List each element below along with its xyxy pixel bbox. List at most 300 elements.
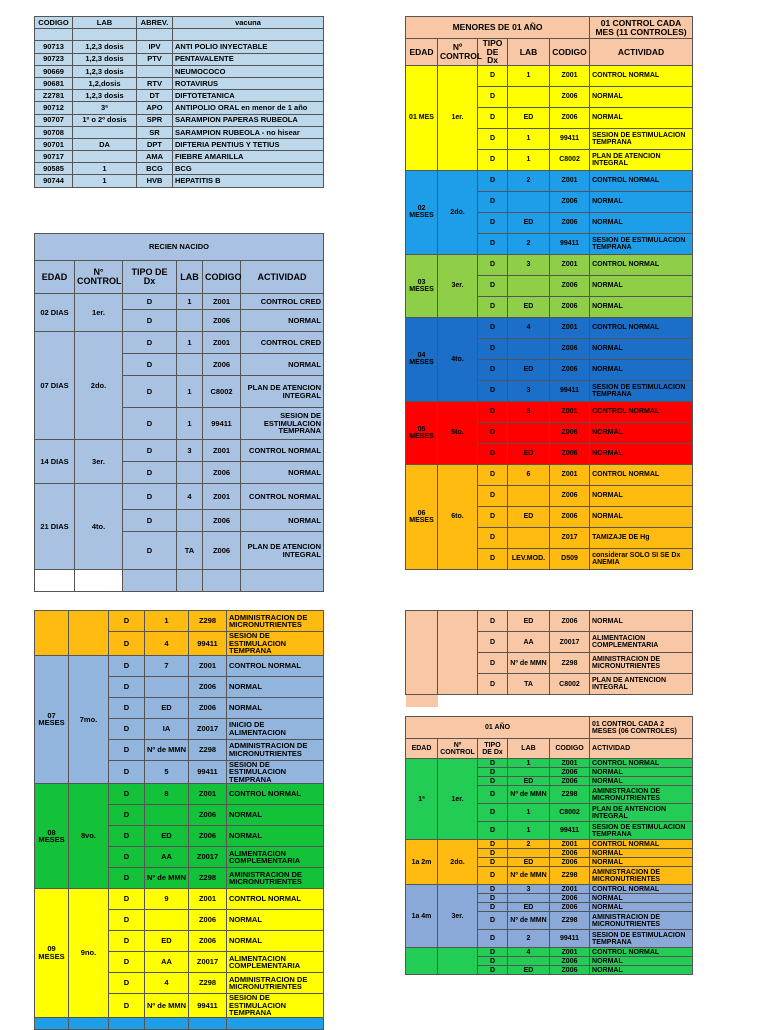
table-cell: D <box>478 957 508 966</box>
table-subtitle: 01 CONTROL CADA MES (11 CONTROLES) <box>590 17 693 39</box>
table-cell <box>69 1017 109 1029</box>
table-cell: 1 <box>508 822 550 840</box>
table-cell <box>109 1017 145 1029</box>
age-cell: 1a 4m <box>406 885 438 948</box>
table-cell: C8002 <box>550 674 590 695</box>
table-cell: 1 <box>508 65 550 86</box>
table-row <box>35 294 324 310</box>
age-cell: 02 DIAS <box>35 294 75 332</box>
table-cell: 99411 <box>550 233 590 254</box>
table-cell: 3 <box>177 440 203 462</box>
table-cell: 90708 <box>35 126 73 138</box>
control-cell: 3er. <box>438 885 478 948</box>
table-cell: 7 <box>145 655 189 676</box>
table-cell: NORMAL <box>227 805 324 826</box>
table-cell: 3 <box>508 380 550 401</box>
table-cell: D <box>109 889 145 910</box>
table-cell <box>35 29 73 41</box>
table-cell: Z0017 <box>189 718 227 739</box>
table-cell: ANTIPOLIO ORAL en menor de 1 año <box>173 102 324 114</box>
table-row <box>406 317 693 338</box>
table-cell: D <box>123 532 177 570</box>
table-cell: Z006 <box>203 310 241 332</box>
age-cell: 07 DIAS <box>35 332 75 440</box>
table-cell: AMINISTRACION DE MICRONUTRIENTES <box>590 912 693 930</box>
table-cell: BCG <box>137 163 173 175</box>
table-cell: PENTAVALENTE <box>173 53 324 65</box>
table-cell: 4 <box>145 973 189 994</box>
table-cell: D <box>109 718 145 739</box>
table-cell: 90744 <box>35 175 73 187</box>
table-cell: D <box>478 768 508 777</box>
table-row <box>406 39 693 66</box>
table-cell: NORMAL <box>590 443 693 464</box>
table-cell: ED <box>508 443 550 464</box>
table-cell: CONTROL NORMAL <box>227 655 324 676</box>
column-header: CODIGO <box>35 17 73 29</box>
table-cell: ED <box>508 359 550 380</box>
table-cell: NORMAL <box>590 191 693 212</box>
table-row <box>406 759 693 768</box>
table-cell: CONTROL NORMAL <box>590 254 693 275</box>
control-cell: 7mo. <box>69 655 109 784</box>
table-row <box>35 53 324 65</box>
table-cell: Nº de MMN <box>508 912 550 930</box>
table-cell: C8002 <box>203 376 241 408</box>
table-cell: ED <box>508 611 550 632</box>
table-cell <box>145 805 189 826</box>
table-cell: Z006 <box>550 86 590 107</box>
table-cell: 90701 <box>35 138 73 150</box>
table-cell: CONTROL NORMAL <box>590 759 693 768</box>
table-cell: Z001 <box>189 655 227 676</box>
table-cell: CONTROL NORMAL <box>590 401 693 422</box>
table-cell: TA <box>508 674 550 695</box>
table-cell: 4 <box>508 317 550 338</box>
table-cell: NORMAL <box>241 354 324 376</box>
table-cell: D <box>478 674 508 695</box>
table-cell: 90712 <box>35 102 73 114</box>
table-cell: Z001 <box>203 484 241 510</box>
table-cell: Z006 <box>550 768 590 777</box>
table-cell: PLAN DE ATENCION INTEGRAL <box>590 149 693 170</box>
table-cell: PLAN DE ANTENCION INTEGRAL <box>590 674 693 695</box>
table-cell: D <box>123 462 177 484</box>
table-cell: NORMAL <box>241 310 324 332</box>
column-header: ABREV. <box>137 17 173 29</box>
table-cell: SESION DE ESTIMULACION TEMPRANA <box>227 760 324 784</box>
table-cell: Z001 <box>550 65 590 86</box>
table-cell: Z006 <box>550 894 590 903</box>
table-cell: CONTROL NORMAL <box>590 65 693 86</box>
column-header: EDAD <box>406 739 438 759</box>
one-year-table <box>405 716 693 975</box>
table-cell <box>508 191 550 212</box>
table-cell: 9 <box>145 889 189 910</box>
table-cell: ADMINISTRACION DE MICRONUTRIENTES <box>227 973 324 994</box>
table-cell: D <box>478 786 508 804</box>
table-cell: D <box>478 548 508 569</box>
table-cell: Z001 <box>550 170 590 191</box>
table-cell: D <box>478 422 508 443</box>
table-cell: Z006 <box>203 510 241 532</box>
table-cell <box>35 1017 69 1029</box>
table-cell: 5 <box>145 760 189 784</box>
table-row <box>35 234 324 261</box>
table-cell: 2 <box>508 170 550 191</box>
table-cell: 1,2,3 dosis <box>73 90 137 102</box>
table-cell: Z006 <box>550 296 590 317</box>
table-cell: Z006 <box>189 910 227 931</box>
control-cell: 2do. <box>75 332 123 440</box>
table-row <box>35 126 324 138</box>
table-cell: ED <box>508 296 550 317</box>
table-row <box>35 41 324 53</box>
table-cell: ALIMENTACION COMPLEMENTARIA <box>227 847 324 868</box>
table-cell: APO <box>137 102 173 114</box>
table-cell <box>508 275 550 296</box>
table-cell: D <box>478 401 508 422</box>
table-cell: NORMAL <box>590 359 693 380</box>
table-cell: D <box>123 408 177 440</box>
table-cell: PLAN DE ATENCION INTEGRAL <box>241 376 324 408</box>
table-cell: Z001 <box>550 401 590 422</box>
table-cell <box>508 422 550 443</box>
table-cell: 1 <box>177 294 203 310</box>
months-table <box>34 610 324 1030</box>
table-cell: DIFTOTETANICA <box>173 90 324 102</box>
table-cell: D <box>478 212 508 233</box>
table-cell: NORMAL <box>590 296 693 317</box>
table-cell: D <box>109 973 145 994</box>
table-cell: D <box>109 676 145 697</box>
table-cell: IA <box>145 718 189 739</box>
control-cell: 3er. <box>75 440 123 484</box>
table-cell: D <box>109 868 145 889</box>
table-cell <box>438 695 478 707</box>
table-cell: Z017 <box>550 527 590 548</box>
table-cell <box>508 485 550 506</box>
table-row <box>35 17 324 29</box>
table-cell: 1 <box>145 611 189 632</box>
table-row <box>406 717 693 739</box>
table-row <box>35 570 324 592</box>
table-cell: NORMAL <box>590 506 693 527</box>
table-cell: Nº de MMN <box>145 994 189 1018</box>
control-cell: 1er. <box>438 65 478 170</box>
table-cell: AMINISTRACION DE MICRONUTRIENTES <box>227 868 324 889</box>
table-cell: ED <box>508 858 550 867</box>
table-cell: Z298 <box>189 611 227 632</box>
table-cell: Z006 <box>550 275 590 296</box>
table-cell: D <box>478 317 508 338</box>
column-header: CODIGO <box>550 39 590 66</box>
table-cell: Z001 <box>203 332 241 354</box>
table-cell: D <box>478 903 508 912</box>
table-cell: AMINISTRACION DE MICRONUTRIENTES <box>590 786 693 804</box>
table-cell: ED <box>508 107 550 128</box>
column-header: LAB <box>508 39 550 66</box>
table-cell: Nº de MMN <box>508 786 550 804</box>
age-cell: 01 MES <box>406 65 438 170</box>
table-cell: Nº de MMN <box>508 653 550 674</box>
table-row <box>35 90 324 102</box>
table-cell: D <box>478 840 508 849</box>
table-cell: TAMIZAJE DE Hg <box>590 527 693 548</box>
table-cell: NORMAL <box>590 903 693 912</box>
column-header: ACTIVIDAD <box>590 739 693 759</box>
table-cell: D <box>478 359 508 380</box>
table-cell: Z006 <box>189 931 227 952</box>
table-row <box>35 138 324 150</box>
column-header: Nº CONTROL <box>438 39 478 66</box>
table-cell <box>177 510 203 532</box>
table-cell: D <box>478 128 508 149</box>
table-cell: AMINISTRACION DE MICRONUTRIENTES <box>590 867 693 885</box>
table-cell: D <box>109 739 145 760</box>
table-cell: CONTROL NORMAL <box>590 464 693 485</box>
control-cell: 6to. <box>438 464 478 569</box>
table-cell <box>227 1017 324 1029</box>
table-cell: Z001 <box>189 889 227 910</box>
table-cell: 2 <box>508 233 550 254</box>
table-cell: 1 <box>177 332 203 354</box>
column-header: LAB <box>177 261 203 294</box>
table-cell: 3 <box>508 885 550 894</box>
table-cell: D <box>478 885 508 894</box>
table-title: MENORES DE 01 AÑO <box>406 17 590 39</box>
table-row <box>35 784 324 805</box>
table-row <box>35 175 324 187</box>
table-cell: 1 <box>508 128 550 149</box>
table-row <box>406 401 693 422</box>
table-cell <box>75 570 123 592</box>
continuation-table <box>405 610 693 707</box>
table-cell: D <box>478 948 508 957</box>
newborn-table <box>34 233 324 592</box>
table-cell: 99411 <box>203 408 241 440</box>
table-cell: SESION DE ESTIMULACION TEMPRANA <box>227 994 324 1018</box>
table-cell <box>177 462 203 484</box>
table-cell: NORMAL <box>590 957 693 966</box>
table-cell: D <box>123 294 177 310</box>
table-row <box>35 889 324 910</box>
table-cell: ED <box>508 777 550 786</box>
control-cell: 8vo. <box>69 784 109 889</box>
table-cell: SESION DE ESTIMULACION TEMPRANA <box>590 380 693 401</box>
table-cell: SESION DE ESTIMULACION TEMPRANA <box>241 408 324 440</box>
table-cell: D <box>478 296 508 317</box>
table-cell: Z006 <box>189 676 227 697</box>
table-cell: Z298 <box>550 653 590 674</box>
table-cell: D <box>109 931 145 952</box>
table-cell: D <box>478 894 508 903</box>
table-cell <box>508 957 550 966</box>
age-cell: 1a 2m <box>406 840 438 885</box>
table-cell: NEUMOCOCO <box>173 65 324 77</box>
control-cell: 1er. <box>75 294 123 332</box>
table-cell <box>438 611 478 695</box>
table-cell <box>189 1017 227 1029</box>
table-cell: Z006 <box>203 354 241 376</box>
table-cell: AMA <box>137 151 173 163</box>
table-cell: NORMAL <box>227 931 324 952</box>
table-cell: 1 <box>73 163 137 175</box>
column-header: CODIGO <box>203 261 241 294</box>
table-cell: D <box>478 191 508 212</box>
table-cell: NORMAL <box>227 910 324 931</box>
table-cell <box>145 1017 189 1029</box>
table-cell: NORMAL <box>590 485 693 506</box>
table-cell <box>35 611 69 656</box>
table-cell: NORMAL <box>227 697 324 718</box>
table-cell: CONTROL NORMAL <box>590 840 693 849</box>
table-row <box>35 151 324 163</box>
table-cell: D <box>478 849 508 858</box>
table-row <box>35 484 324 510</box>
table-cell: 1 <box>508 149 550 170</box>
table-cell: PLAN DE ATENCION INTEGRAL <box>241 532 324 570</box>
table-cell: Z0017 <box>189 952 227 973</box>
table-cell: 2 <box>508 930 550 948</box>
table-cell: D <box>109 805 145 826</box>
table-cell: DT <box>137 90 173 102</box>
table-cell: ED <box>508 903 550 912</box>
table-cell: 5 <box>508 401 550 422</box>
table-cell: 90669 <box>35 65 73 77</box>
column-header: TIPO DE Dx <box>478 739 508 759</box>
table-row <box>406 65 693 86</box>
table-cell: D <box>109 826 145 847</box>
table-cell: D <box>478 107 508 128</box>
table-cell: D <box>123 376 177 408</box>
table-cell: D <box>478 170 508 191</box>
table-cell: D <box>123 354 177 376</box>
table-cell: ALIMENTACION COMPLEMENTARIA <box>227 952 324 973</box>
table-cell: AA <box>145 952 189 973</box>
table-cell: 90723 <box>35 53 73 65</box>
table-cell: 90717 <box>35 151 73 163</box>
table-cell: 1 <box>177 408 203 440</box>
table-cell <box>550 695 590 707</box>
table-cell: Z001 <box>550 759 590 768</box>
table-cell: 4 <box>177 484 203 510</box>
column-header: vacuna <box>173 17 324 29</box>
table-cell: DPT <box>137 138 173 150</box>
table-row <box>406 170 693 191</box>
table-row <box>35 114 324 126</box>
table-cell: SESION DE ESTIMULACION TEMPRANA <box>590 822 693 840</box>
table-cell: NORMAL <box>590 275 693 296</box>
table-row <box>35 332 324 354</box>
table-cell: D <box>109 994 145 1018</box>
table-cell: ADMINISTRACION DE MICRONUTRIENTES <box>227 739 324 760</box>
table-cell <box>508 894 550 903</box>
age-cell <box>406 948 438 975</box>
table-cell: 4 <box>508 948 550 957</box>
table-cell <box>508 849 550 858</box>
age-cell: 1ª <box>406 759 438 840</box>
table-cell: NORMAL <box>590 212 693 233</box>
column-header: LAB <box>73 17 137 29</box>
table-cell: D <box>478 86 508 107</box>
table-cell: ANTI POLIO INYECTABLE <box>173 41 324 53</box>
table-cell: D <box>109 611 145 632</box>
table-cell <box>177 310 203 332</box>
age-cell: 03 MESES <box>406 254 438 317</box>
control-cell: 2do. <box>438 170 478 254</box>
table-cell <box>137 65 173 77</box>
table-cell: AA <box>145 847 189 868</box>
table-cell: Z006 <box>189 697 227 718</box>
table-cell: CONTROL NORMAL <box>590 948 693 957</box>
table-cell: CONTROL CRED <box>241 332 324 354</box>
table-cell <box>73 29 137 41</box>
table-cell: D <box>478 464 508 485</box>
table-cell: SR <box>137 126 173 138</box>
table-cell <box>508 338 550 359</box>
table-cell: 99411 <box>550 128 590 149</box>
table-cell: Z006 <box>203 462 241 484</box>
table-cell: CONTROL NORMAL <box>241 440 324 462</box>
table-cell: Z006 <box>550 338 590 359</box>
table-cell: D <box>478 611 508 632</box>
table-cell: D <box>478 858 508 867</box>
table-cell: D <box>478 804 508 822</box>
table-cell: SPR <box>137 114 173 126</box>
table-row <box>35 261 324 294</box>
table-cell: D <box>123 510 177 532</box>
table-cell <box>145 910 189 931</box>
table-title: 01 AÑO <box>406 717 590 739</box>
table-cell <box>137 29 173 41</box>
table-cell: ED <box>145 697 189 718</box>
table-row <box>35 440 324 462</box>
table-cell: ROTAVIRUS <box>173 77 324 89</box>
table-cell <box>508 695 550 707</box>
table-cell: CONTROL NORMAL <box>227 889 324 910</box>
table-cell <box>478 695 508 707</box>
table-cell: NORMAL <box>590 338 693 359</box>
table-cell: ED <box>508 506 550 527</box>
table-cell: Z0017 <box>550 632 590 653</box>
table-cell: 4 <box>145 632 189 656</box>
table-cell: 8 <box>145 784 189 805</box>
table-cell: D <box>109 632 145 656</box>
table-cell: PLAN DE ANTENCION INTEGRAL <box>590 804 693 822</box>
age-cell: 04 MESES <box>406 317 438 401</box>
table-cell: NORMAL <box>590 422 693 443</box>
table-cell: D <box>478 149 508 170</box>
table-cell: 99411 <box>189 760 227 784</box>
table-cell: Z006 <box>550 107 590 128</box>
table-cell <box>406 611 438 695</box>
table-cell: D <box>109 847 145 868</box>
table-row <box>35 29 324 41</box>
table-cell: 3 <box>508 254 550 275</box>
table-cell: ADMINISTRACION DE MICRONUTRIENTES <box>227 611 324 632</box>
table-cell: SARAMPION RUBEOLA - no hisear <box>173 126 324 138</box>
table-cell: NORMAL <box>590 966 693 975</box>
table-cell: DA <box>73 138 137 150</box>
table-cell: 6 <box>508 464 550 485</box>
table-cell: Z006 <box>203 532 241 570</box>
table-cell <box>508 768 550 777</box>
table-cell: ED <box>145 826 189 847</box>
table-cell: D <box>478 275 508 296</box>
table-cell <box>590 695 693 707</box>
table-row <box>35 655 324 676</box>
